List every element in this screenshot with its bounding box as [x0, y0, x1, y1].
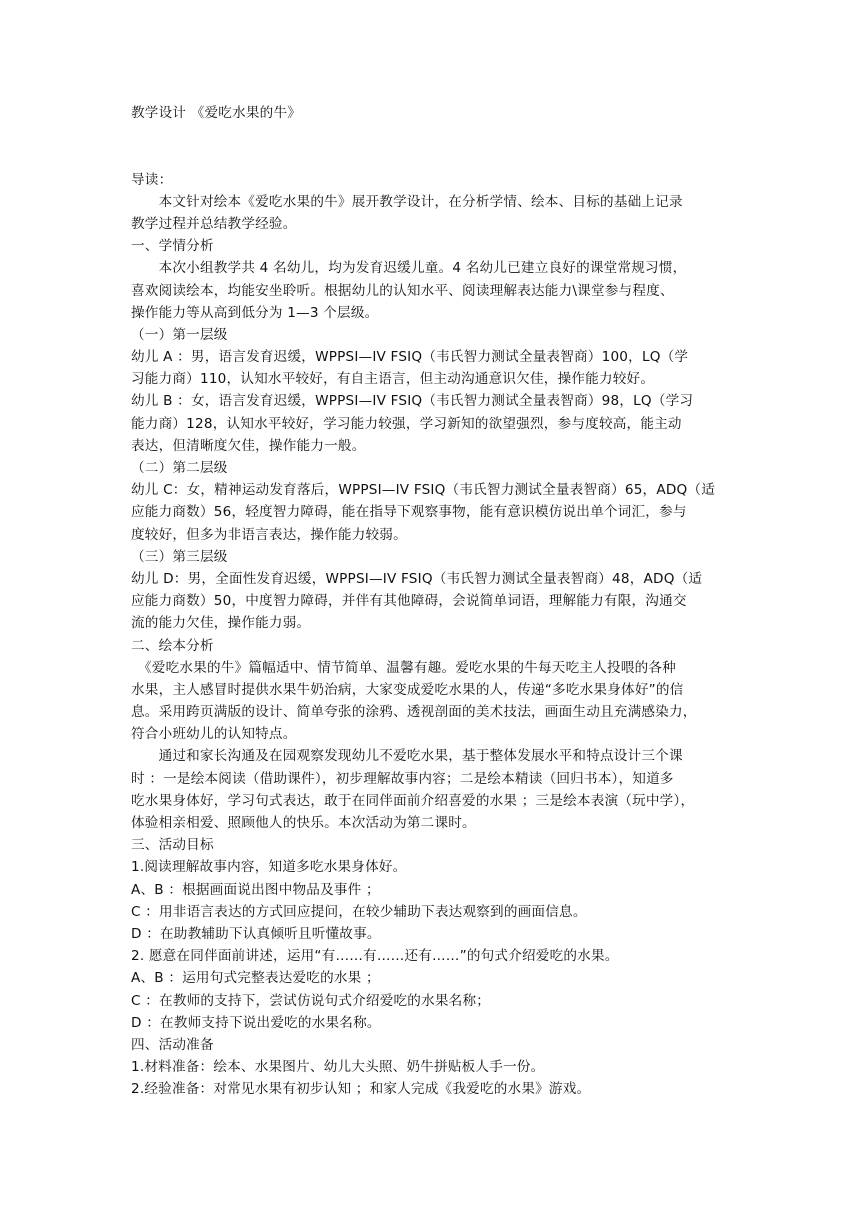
text-line: 幼儿 C：女，精神运动发育落后，WPPSI—IV FSIQ（韦氏智力测试全量表智商）65，ADQ（适 — [131, 482, 716, 499]
text-line: 表达，但清晰度欠佳，操作能力一般。 — [131, 437, 366, 454]
text-line: D ：在助教辅助下认真倾听且听懂故事。 — [131, 925, 381, 942]
text-line: C ：在教师的支持下，尝试仿说句式介绍爱吃的水果名称； — [131, 992, 491, 1009]
text-line: 幼儿 B ：女，语言发育迟缓，WPPSI—IV FSIQ（韦氏智力测试全量表智商）98，LQ（学习 — [131, 393, 694, 410]
text-line: 2.经验准备：对常见水果有初步认知 ；和家人完成《我爱吃的水果》游戏。 — [131, 1081, 591, 1098]
text-line: 导读： — [131, 171, 173, 188]
text-line: 能力商）128，认知水平较好，学习能力较强，学习新知的欲望强烈，参与度较高，能主动 — [131, 415, 682, 432]
blank-line — [131, 124, 731, 146]
text-line: 幼儿 D：男，全面性发育迟缓，WPPSI—IV FSIQ（韦氏智力测试全量表智商）48，ADQ（适 — [131, 570, 703, 587]
text-line: 一、学情分析 — [131, 238, 214, 255]
text-line: 度较好，但多为非语言表达，操作能力较弱。 — [131, 526, 407, 543]
text-line: 四、活动准备 — [131, 1036, 214, 1053]
text-line: 时 ：一是绘本阅读（借助课件），初步理解故事内容；二是绘本精读（回归书本），知道多 — [131, 770, 674, 787]
text-line: 符合小班幼儿的认知特点。 — [131, 726, 297, 743]
text-line: 应能力商数）50，中度智力障碍，并伴有其他障碍，会说简单词语，理解能力有限，沟通交 — [131, 593, 687, 610]
text-line: 教学过程并总结教学经验。 — [131, 215, 297, 232]
document-title: 教学设计 《爱吃水果的牛》 — [131, 105, 302, 121]
text-line: 喜欢阅读绘本，均能安坐聆听。根据幼儿的认知水平、阅读理解表达能力\课堂参与程度、 — [131, 282, 674, 299]
text-line: A、B ：运用句式完整表达爱吃的水果 ； — [131, 970, 380, 987]
text-line: 二、绘本分析 — [131, 637, 214, 654]
text-line: 通过和家长沟通及在园观察发现幼儿不爱吃水果，基于整体发展水平和特点设计三个课 — [131, 748, 683, 765]
text-line: （二）第二层级 — [131, 460, 228, 476]
text-line: D ：在教师支持下说出爱吃的水果名称。 — [131, 1014, 381, 1031]
text-line: 三、活动目标 — [131, 837, 214, 854]
text-line: 幼儿 A ：男，语言发育迟缓，WPPSI—IV FSIQ（韦氏智力测试全量表智商）100，LQ（学 — [131, 349, 689, 366]
text-line: （三）第三层级 — [131, 548, 228, 565]
blank-line — [131, 146, 731, 168]
document-lines — [131, 169, 731, 1101]
text-line: 2. 愿意在同伴面前讲述，运用“有……有……还有……”的句式介绍爱吃的水果。 — [131, 948, 619, 965]
text-line: 息。采用跨页满版的设计、简单夸张的涂鸦、透视剖面的美术技法，画面生动且充满感染力， — [131, 704, 697, 721]
text-line: 1.阅读理解故事内容，知道多吃水果身体好。 — [131, 859, 407, 876]
text-line: A、B ：根据画面说出图中物品及事件 ； — [131, 881, 380, 898]
document-body — [131, 102, 731, 1100]
text-line: 习能力商）110，认知水平较好，有自主语言，但主动沟通意识欠佳，操作能力较好。 — [131, 371, 655, 388]
text-line: C ：用非语言表达的方式回应提问，在较少辅助下表达观察到的画面信息。 — [131, 903, 587, 920]
text-line: 1.材料准备：绘本、水果图片、幼儿大头照、奶牛拼贴板人手一份。 — [131, 1059, 545, 1076]
text-line: 操作能力等从高到低分为 1—3 个层级。 — [131, 304, 379, 321]
text-line: 流的能力欠佳，操作能力弱。 — [131, 615, 311, 632]
text-line: （一）第一层级 — [131, 326, 228, 343]
text-line: 水果，主人感冒时提供水果牛奶治病，大家变成爱吃水果的人，传递“多吃水果身体好”的信 — [131, 681, 684, 698]
text-line: 吃水果身体好，学习句式表达，敢于在同伴面前介绍喜爱的水果 ；三是绘本表演（玩中学）， — [131, 792, 695, 809]
text-line: 本次小组教学共 4 名幼儿，均为发育迟缓儿童。4 名幼儿已建立良好的课堂常规习惯， — [131, 260, 687, 277]
text-line: 本文针对绘本《爱吃水果的牛》展开教学设计，在分析学情、绘本、目标的基础上记录 — [131, 193, 683, 210]
text-line: 应能力商数）56，轻度智力障碍，能在指导下观察事物，能有意识模仿说出单个词汇，参与 — [131, 504, 687, 521]
text-line: 《爱吃水果的牛》篇幅适中、情节简单、温馨有趣。爱吃水果的牛每天吃主人投喂的各种 — [131, 659, 676, 676]
text-line: 体验相亲相爱、照顾他人的快乐。本次活动为第二课时。 — [131, 815, 476, 831]
